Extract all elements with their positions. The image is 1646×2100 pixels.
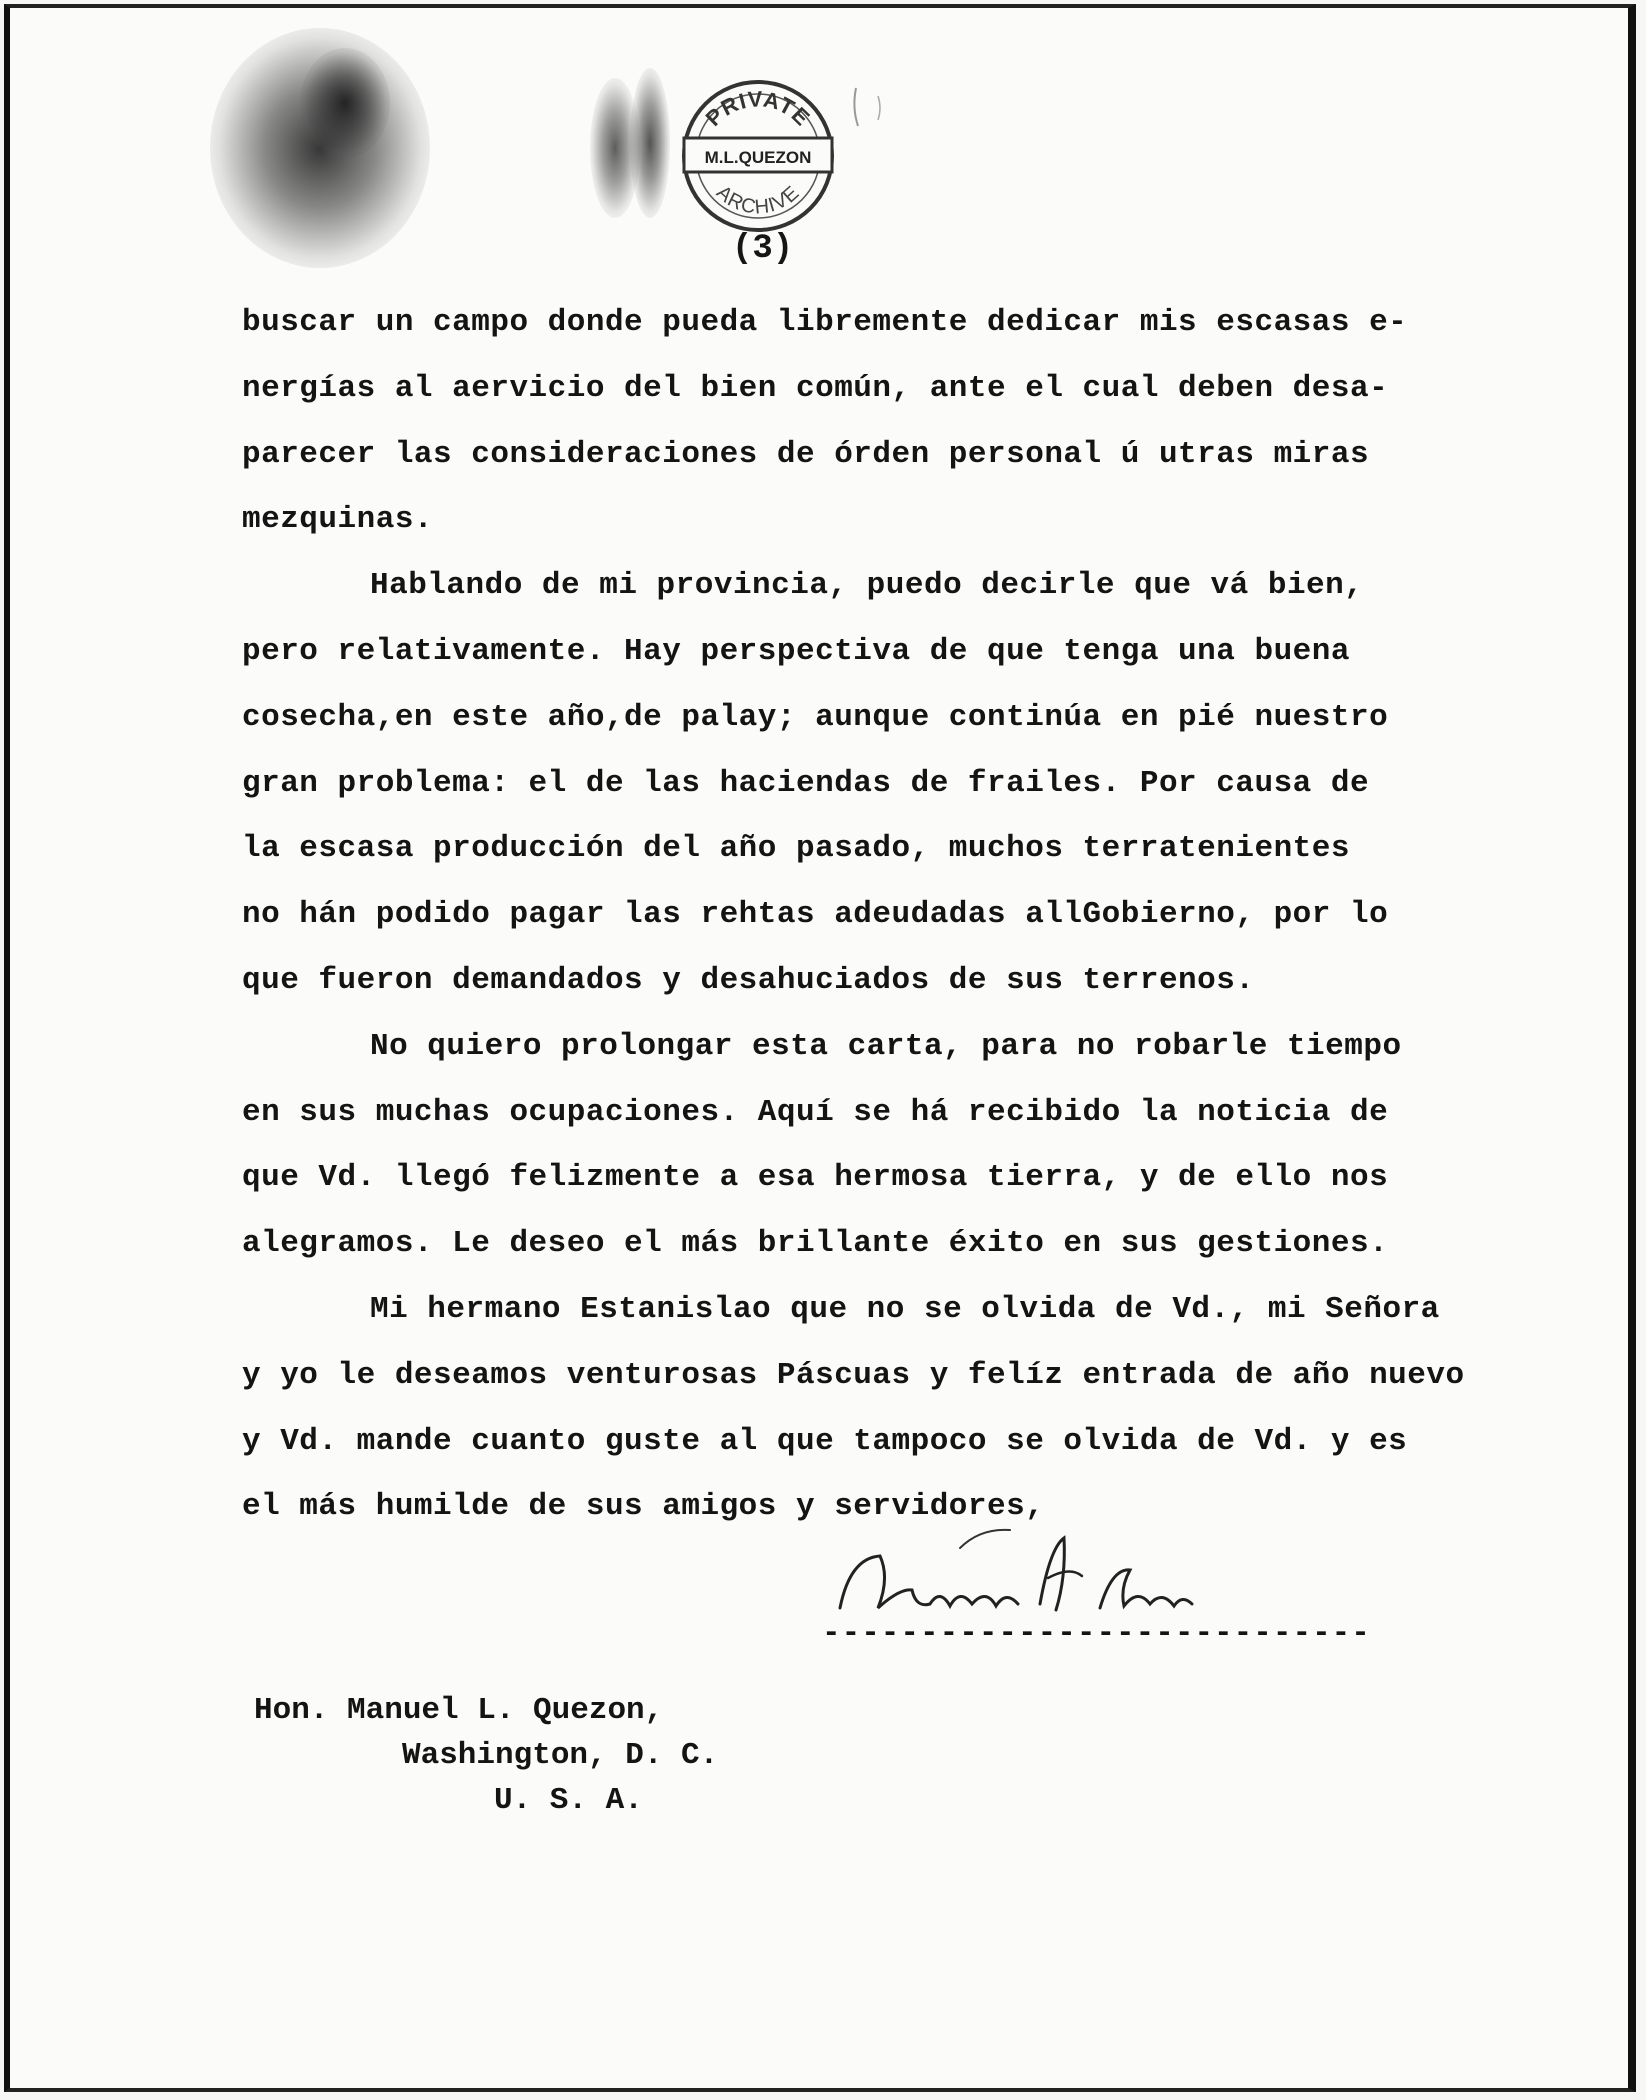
address-line: Washington, D. C.: [402, 1738, 719, 1773]
svg-text:ARCHIVE: [712, 181, 804, 218]
letter-line: nergías al aervicio del bien común, ante el cual deben desa-: [242, 370, 1389, 406]
letter-line: Hablando de mi provincia, puedo decirle que vá bien,: [370, 568, 1364, 604]
pencil-mark: [848, 78, 908, 138]
letter-line: en sus muchas ocupaciones. Aquí se há recibido la noticia de: [242, 1094, 1389, 1130]
letter-line: alegramos. Le deseo el más brillante éxito en sus gestiones.: [242, 1226, 1389, 1262]
stamp-center-text: M.L.QUEZON: [704, 148, 812, 167]
letter-line: mezquinas.: [242, 502, 434, 538]
archive-stamp: [678, 76, 838, 236]
recipient-address: [254, 1688, 718, 1823]
letter-line: parecer las consideraciones de órden personal ú utras miras: [242, 436, 1370, 472]
letter-line: que fueron demandados y desahuciados de sus terrenos.: [242, 962, 1255, 998]
letter-line: el más humilde de sus amigos y servidores,: [242, 1489, 1045, 1525]
letter-line: la escasa producción del año pasado, muchos terratenientes: [242, 831, 1350, 867]
page-number: (3): [732, 230, 794, 268]
stamp-bottom-text: ARCHIVE: [711, 181, 805, 219]
ink-smudge: [630, 68, 670, 218]
document-page: [4, 4, 1636, 2092]
letter-line: no hán podido pagar las rehtas adeudadas allGobierno, por lo: [242, 897, 1389, 933]
letter-body: [242, 290, 1512, 1540]
signature-line: ----------------------------: [822, 1616, 1371, 1651]
letter-line: y yo le deseamos venturosas Páscuas y felíz entrada de año nuevo: [242, 1357, 1465, 1393]
letter-line: gran problema: el de las haciendas de frailes. Por causa de: [242, 765, 1370, 801]
letter-line: Mi hermano Estanislao que no se olvida de Vd., mi Señora: [370, 1291, 1440, 1327]
address-line: Hon. Manuel L. Quezon,: [254, 1693, 664, 1728]
letter-line: buscar un campo donde pueda libremente dedicar mis escasas e-: [242, 305, 1408, 340]
letter-line: cosecha,en este año,de palay; aunque continúa en pié nuestro: [242, 699, 1389, 735]
stamp-top-text: PRIVATE: [700, 86, 816, 131]
ink-smudge: [300, 48, 390, 158]
letter-line: No quiero prolongar esta carta, para no robarle tiempo: [370, 1028, 1402, 1064]
letter-line: que Vd. llegó felizmente a esa hermosa tierra, y de ello nos: [242, 1160, 1389, 1196]
address-line: U. S. A.: [494, 1783, 643, 1818]
letter-line: y Vd. mande cuanto guste al que tampoco se olvida de Vd. y es: [242, 1423, 1408, 1459]
letter-line: pero relativamente. Hay perspectiva de que tenga una buena: [242, 633, 1350, 669]
